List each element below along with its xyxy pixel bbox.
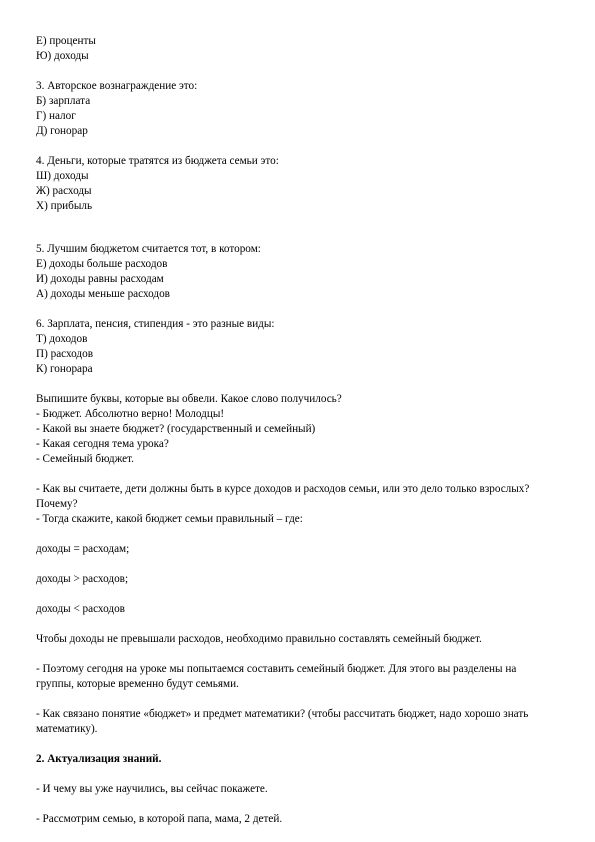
section-title: 2. Актуализация знаний.	[36, 753, 162, 765]
spacer	[36, 692, 556, 707]
q5-option-e: Е) доходы больше расходов	[36, 258, 168, 270]
q3-question: 3. Авторское вознаграждение это:	[36, 80, 198, 92]
paragraph-show: - И чему вы уже научились, вы сейчас покажете.	[36, 783, 268, 795]
dialog-question-paragraph: - Как вы считаете, дети должны быть в курсе доходов и расходов семьи, или это дело только взрослых? Почему?	[36, 483, 530, 510]
paragraph-groups: - Поэтому сегодня на уроке мы попытаемся составить семейный бюджет. Для этого вы разделены на группы, которые временно будут семьями.	[36, 663, 517, 690]
spacer	[36, 527, 556, 542]
dialog-line: - Бюджет. Абсолютно верно! Молодцы!	[36, 408, 225, 420]
spacer	[36, 767, 556, 782]
spacer	[36, 302, 556, 317]
spacer	[36, 647, 556, 662]
q2-option-e: Е) проценты	[36, 35, 96, 47]
spacer	[36, 467, 556, 482]
q6-option-p: П) расходов	[36, 348, 93, 360]
q4-option-sh: Ш) доходы	[36, 170, 89, 182]
spacer	[36, 587, 556, 602]
spacer	[36, 617, 556, 632]
q5-option-a: А) доходы меньше расходов	[36, 288, 170, 300]
dialog-line: - Семейный бюджет.	[36, 453, 134, 465]
dialog-question-line: - Тогда скажите, какой бюджет семьи правильный – где:	[36, 513, 303, 525]
q3-option-g: Г) налог	[36, 110, 76, 122]
spacer	[36, 737, 556, 752]
q3-option-b: Б) зарплата	[36, 95, 91, 107]
spacer	[36, 64, 556, 79]
dialog-line: Выпишите буквы, которые вы обвели. Какое слово получилось?	[36, 393, 342, 405]
q4-option-zh: Ж) расходы	[36, 185, 92, 197]
paragraph-family: - Рассмотрим семью, в которой папа, мама, 2 детей.	[36, 813, 283, 825]
formula-equal: доходы = расходам;	[36, 543, 130, 555]
paragraph-math-link: - Как связано понятие «бюджет» и предмет математики? (чтобы рассчитать бюджет, надо хорошо знать математику).	[36, 708, 529, 735]
spacer	[36, 797, 556, 812]
dialog-line: - Какой вы знаете бюджет? (государственный и семейный)	[36, 423, 316, 435]
q4-option-kh: Х) прибыль	[36, 200, 93, 212]
q6-question: 6. Зарплата, пенсия, стипендия - это разные виды:	[36, 318, 275, 330]
q3-option-d: Д) гонорар	[36, 125, 88, 137]
dialog-line: - Какая сегодня тема урока?	[36, 438, 169, 450]
q5-option-i: И) доходы равны расходам	[36, 273, 164, 285]
document-page	[36, 34, 556, 827]
formula-less: доходы < расходов	[36, 603, 125, 615]
spacer	[36, 377, 556, 392]
formula-greater: доходы > расходов;	[36, 573, 129, 585]
q2-option-yu: Ю) доходы	[36, 50, 89, 62]
q6-option-t: Т) доходов	[36, 333, 88, 345]
q5-question: 5. Лучшим бюджетом считается тот, в котором:	[36, 243, 261, 255]
q4-question: 4. Деньги, которые тратятся из бюджета семьи это:	[36, 155, 279, 167]
paragraph-budget-rule: Чтобы доходы не превышали расходов, необходимо правильно составлять семейный бюджет.	[36, 633, 482, 645]
spacer	[36, 139, 556, 154]
q6-option-k: К) гонорара	[36, 363, 93, 375]
spacer	[36, 214, 556, 242]
spacer	[36, 557, 556, 572]
